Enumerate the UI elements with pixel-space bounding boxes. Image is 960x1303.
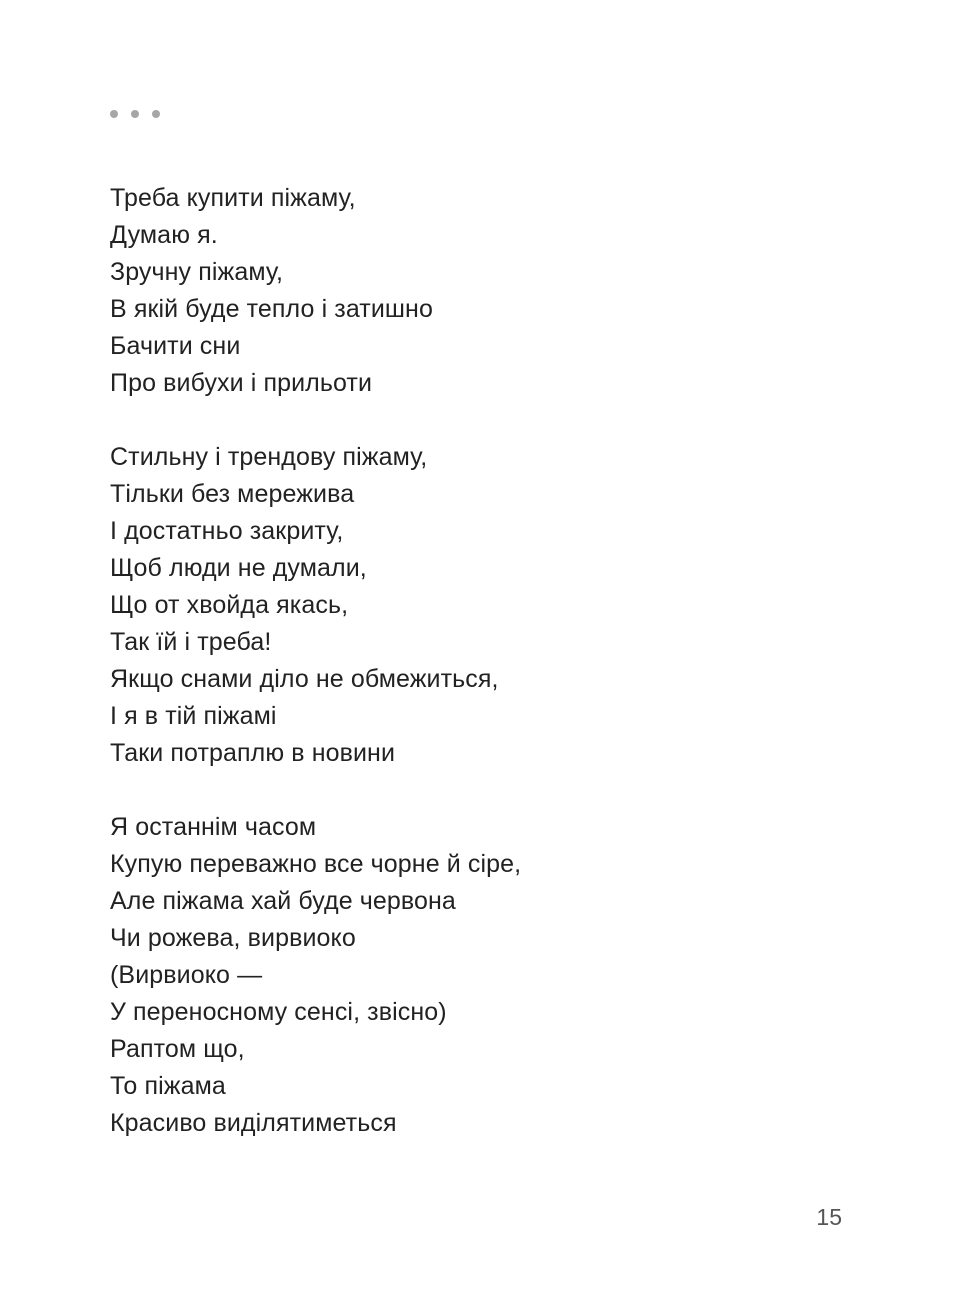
- section-separator-dots: [110, 110, 160, 118]
- dot-icon: [131, 110, 139, 118]
- poem-line: Красиво виділятиметься: [110, 1109, 397, 1137]
- poem-line: Думаю я.: [110, 221, 218, 249]
- stanza-2: [110, 439, 870, 772]
- poem-line: Таки потраплю в новини: [110, 739, 396, 767]
- poem-line: Що от хвойда якась,: [110, 591, 349, 619]
- poem-line: Бачити сни: [110, 332, 241, 360]
- poem-line: Купую переважно все чорне й сіре,: [110, 850, 522, 878]
- poem: [110, 180, 870, 1179]
- page-number: 15: [816, 1204, 842, 1230]
- poem-line: То піжама: [110, 1072, 226, 1100]
- poem-line: Так їй і треба!: [110, 628, 272, 656]
- poem-line: Я останнім часом: [110, 813, 317, 841]
- poem-line: (Вирвиоко —: [110, 961, 263, 989]
- poem-line: І достатньо закриту,: [110, 517, 344, 545]
- poem-line: Але піжама хай буде червона: [110, 887, 456, 915]
- stanza-1: [110, 180, 870, 402]
- poem-line: Стильну і трендову піжаму,: [110, 443, 428, 471]
- poem-line: Про вибухи і прильоти: [110, 369, 373, 397]
- dot-icon: [110, 110, 118, 118]
- poem-line: Тільки без мережива: [110, 480, 355, 508]
- poem-line: Якщо снами діло не обмежиться,: [110, 665, 499, 693]
- stanza-3: [110, 809, 870, 1142]
- poem-line: У переносному сенсі, звісно): [110, 998, 447, 1026]
- poem-line: Раптом що,: [110, 1035, 245, 1063]
- dot-icon: [152, 110, 160, 118]
- poem-line: І я в тій піжамі: [110, 702, 277, 730]
- poem-line: Чи рожева, вирвиоко: [110, 924, 356, 952]
- poem-line: Зручну піжаму,: [110, 258, 284, 286]
- poem-line: В якій буде тепло і затишно: [110, 295, 433, 323]
- poem-line: Треба купити піжаму,: [110, 184, 356, 212]
- poem-line: Щоб люди не думали,: [110, 554, 367, 582]
